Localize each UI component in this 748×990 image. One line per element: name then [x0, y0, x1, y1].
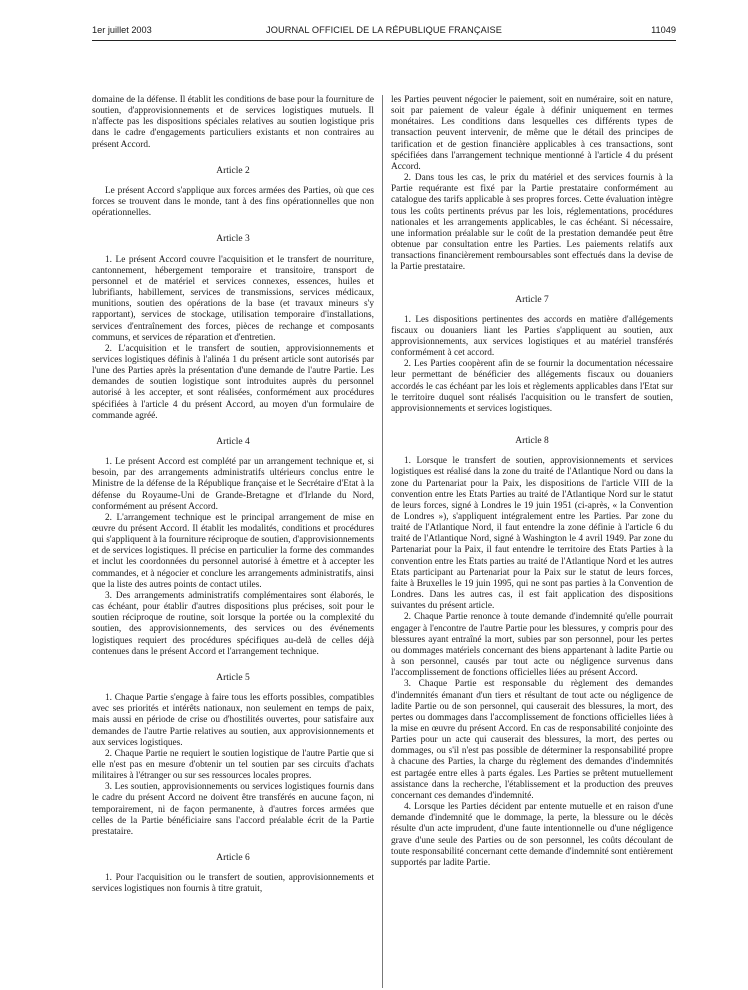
article-5-paragraph-1: 1. Chaque Partie s'engage à faire tous les efforts possibles, compatibles avec ses priorités et intérêts nationaux, non seulement en temps de paix, mais aussi en période de crise ou d'hostilités ouvertes, pour satisfaire aux demandes de l'autre Partie relatives au soutien, aux approvisionnements et aux services logistiques.	[92, 693, 374, 748]
header-rule	[92, 40, 676, 41]
article1-continuation: domaine de la défense. Il établit les conditions de base pour la fourniture de soutien, d'approvisionnements et de services logistiques mutuels. Il n'affecte pas les dispositions spéciales relatives au soutien logistique pris dans le cadre d'engagements particuliers existants et non contraires au présent Accord.	[92, 95, 374, 150]
article-4-paragraph-1: 1. Le présent Accord est complété par un arrangement technique et, si besoin, par des arrangements administratifs ultérieurs conclus entre le Ministre de la défense de la République française et le Secrétaire d'Etat à la défense du Royaume-Uni de Grande-Bretagne et d'Irlande du Nord, conformément au présent Accord.	[92, 457, 374, 512]
article-6-paragraph-1: 1. Pour l'acquisition ou le transfert de soutien, approvisionnements et services logistiques non fournis à titre gratuit,	[92, 873, 374, 895]
article-7-heading: Article 7	[515, 294, 549, 305]
article-8-paragraph-2: 2. Chaque Partie renonce à toute demande d'indemnité qu'elle pourrait engager à l'encontre de l'autre Partie pour les blessures, y compris pour des blessures ayant entraîné la mort, subies par son personnel, pour les pertes ou dommages matériels concernant des biens appartenant à ladite Partie ou à son personnel, causés par tout acte ou négligence survenus dans l'accomplissement de fonctions officielles liées au présent Accord.	[391, 612, 673, 679]
article-4-paragraph-2: 2. L'arrangement technique est le principal arrangement de mise en œuvre du présent Accord. Il établit les modalités, conditions et procédures qui s'appliquent à la fourniture réciproque de soutien, d'approvisionnements et de services logistiques. Il précise en particulier la forme des commandes et inclut les coordonnées du personnel autorisé à émettre et à accepter les commandes, et à négocier et conclure les arrangements administratifs, ainsi que la liste des autres points de contact utiles.	[92, 512, 374, 590]
article-5-heading: Article 5	[216, 672, 250, 683]
article-6-paragraph-2: 2. Dans tous les cas, le prix du matériel et des services fournis à la Partie requérante est fixé par la Partie prestataire conformément au catalogue des tarifs applicable à ses propres forces. Cette évaluation intègre tous les coûts pertinents prévus par les lois, réglementations, procédures nationales et les arrangements applicables, le cas échéant. Si nécessaire, une information préalable sur le coût de la prestation demandée peut être obtenue par consultation entre les Parties. Les paiements relatifs aux transactions financièrement remboursables sont effectués dans la devise de la Partie prestataire.	[391, 173, 673, 273]
article-7-paragraph-2: 2. Les Parties coopèrent afin de se fournir la documentation nécessaire leur permettant de bénéficier des allégements fiscaux ou douaniers accordés le cas échéant par les lois et règlements applicables dans l'Etat sur le territoire duquel sont réalisés l'acquisition ou le transfert de soutien, approvisionnements et services logistiques.	[391, 359, 673, 414]
article-6-paragraph-1-continuation: les Parties peuvent négocier le paiement, soit en numéraire, soit en nature, soit par paiement de valeur égale à définir uniquement en termes monétaires. Les conditions dans lesquelles ces différents types de transaction peuvent intervenir, de même que le détail des principes de tarification et de gestion financière applicables à ces transactions, sont spécifiées dans l'arrangement technique mentionné à l'article 4 du présent Accord.	[391, 95, 673, 172]
right-column	[391, 95, 673, 869]
article-3-paragraph-1: 1. Le présent Accord couvre l'acquisition et le transfert de nourriture, cantonnement, hébergement temporaire et transitoire, transport de personnel et de matériel et services connexes, essences, huiles et lubrifiants, habillement, services de transmissions, services médicaux, munitions, soutien des opérations de la base (et travaux mineurs s'y rapportant), services de stockage, utilisation temporaire d'installations, services d'entraînement des forces, pièces de rechange et composants communs, et services de réparation et d'entretien.	[92, 254, 374, 343]
header-title: JOURNAL OFFICIEL DE LA RÉPUBLIQUE FRANÇAISE	[266, 25, 502, 35]
article-8-heading: Article 8	[515, 436, 549, 447]
article-3-paragraph-2: 2. L'acquisition et le transfert de soutien, approvisionnements et services logistiques définis à l'alinéa 1 du présent article sont autorisés par l'une des Parties après la présentation d'une demande de l'autre Partie. Les demandes de soutien logistique sont introduites auprès du personnel autorisé à les accepter, et sont réalisées, conformément aux procédures spécifiées à l'article 4 du présent Accord, au moyen d'un formulaire de commande agréé.	[92, 343, 374, 421]
article-7-paragraph-1: 1. Les dispositions pertinentes des accords en matière d'allégements fiscaux ou douaniers liant les Parties s'appliquent au soutien, aux approvisionnements, aux services logistiques et au matériel transférés conformément à cet accord.	[391, 314, 673, 359]
running-head	[92, 25, 676, 39]
article-6-heading: Article 6	[216, 853, 250, 864]
article-2-paragraph: Le présent Accord s'applique aux forces armées des Parties, où que ces forces se trouvent dans le monde, tant à des fins opérationnelles que non opérationnelles.	[92, 185, 374, 219]
article-8-paragraph-4: 4. Lorsque les Parties décident par entente mutuelle et en raison d'une demande d'indemnité que le dommage, la perte, la blessure ou le décès résulte d'un acte imprudent, d'une faute intentionnelle ou d'une négligence grave d'une seule des Parties ou de son personnel, les coûts découlant de toute responsabilité concernant cette demande d'indemnité sont entièrement supportés par ladite Partie.	[391, 802, 673, 868]
article-8-paragraph-1: 1. Lorsque le transfert de soutien, approvisionnements et services logistiques est réalisé dans la zone du traité de l'Atlantique Nord ou dans la zone du Partenariat pour la Paix, les dispositions de l'article VIII de la convention entre les Etats Parties au traité de l'Atlantique Nord sur le statut de leurs forces, signé à Londres le 19 juin 1951 (ci-après, « la Convention de Londres »), s'appliquent intégralement entre les Parties. Par zone du traité de l'Atlantique Nord, il faut entendre la zone définie à l'article 6 du traité de l'Atlantique Nord, signé à Washington le 4 avril 1949. Par zone du Partenariat pour la Paix, il faut entendre le territoire des Etats Parties à la convention entre les Etats parties au traité de l'Atlantique Nord et les autres Etats participant au Partenariat pour la Paix sur le statut de leurs forces, faite à Bruxelles le 19 juin 1995, qui ne sont pas parties à la Convention de Londres. Dans les autres cas, il est fait application des dispositions suivantes du présent article.	[391, 456, 673, 612]
article-4-paragraph-3: 3. Des arrangements administratifs complémentaires sont élaborés, le cas échéant, pour établir d'autres dispositions plus précises, soit pour le soutien réciproque de routine, soit lorsque la portée ou la complexité du soutien, des approvisionnements, des services ou des événements logistiques requiert des procédures spécifiques au-delà de celles déjà contenues dans le présent Accord et l'arrangement technique.	[92, 590, 374, 657]
column-divider	[382, 95, 383, 988]
article-5-paragraph-3: 3. Les soutien, approvisionnements ou services logistiques fournis dans le cadre du présent Accord ne doivent être transférés en aucune façon, ni temporairement, ni de façon permanente, à d'autres forces armées que celles de la Partie bénéficiaire sans l'accord préalable écrit de la Partie prestataire.	[92, 782, 374, 837]
article-3-heading: Article 3	[216, 234, 250, 245]
left-column	[92, 95, 374, 896]
article-2-heading: Article 2	[216, 165, 250, 176]
article-8-paragraph-3: 3. Chaque Partie est responsable du règlement des demandes d'indemnités émanant d'un tiers et résultant de tout acte ou négligence de ladite Partie ou de son personnel, qui causerait des blessures, la mort, des pertes ou dommages dans l'accomplissement de fonctions officielles liées à la mise en œuvre du présent Accord. En cas de responsabilité conjointe des Parties pour un acte qui causerait des blessures, la mort, des pertes ou dommages, ou s'il n'est pas possible de déterminer la responsabilité propre à chacune des Parties, la charge du règlement des demandes d'indemnités est partagée entre elles à parts égales. Les Parties se prêtent mutuellement assistance dans la recherche, l'établissement et la production des preuves concernant ces demandes d'indemnité.	[391, 679, 673, 801]
article-5-paragraph-2: 2. Chaque Partie ne requiert le soutien logistique de l'autre Partie que si elle n'est pas en mesure d'obtenir un tel soutien par ses circuits d'achats militaires à l'étranger ou sur ses ressources locales propres.	[92, 748, 374, 782]
article-4-heading: Article 4	[216, 436, 250, 447]
header-page-number: 11049	[651, 25, 676, 35]
header-date: 1er juillet 2003	[92, 25, 152, 35]
